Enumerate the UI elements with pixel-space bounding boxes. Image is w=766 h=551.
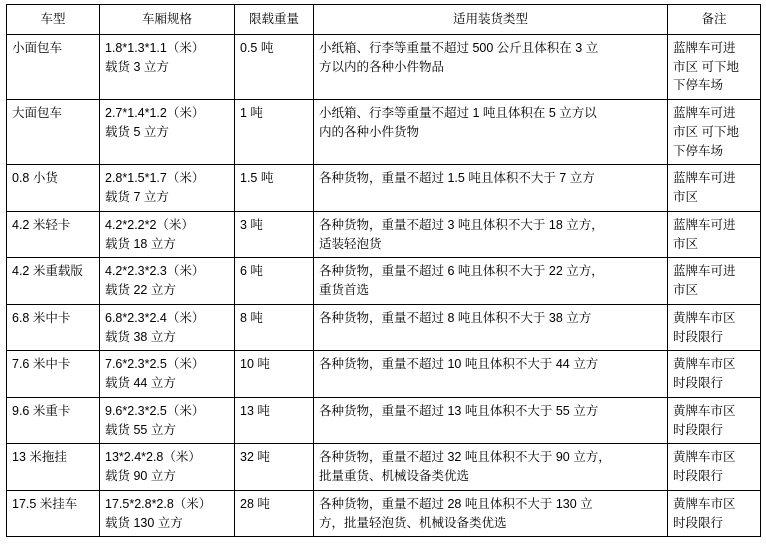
table-body xyxy=(7,34,761,537)
cell-vehicle-type: 17.5 米挂车 xyxy=(7,490,100,537)
cell-cargo-type xyxy=(314,100,668,165)
cell-compartment-spec-line: 载货 38 立方 xyxy=(105,329,176,344)
cell-compartment-spec-line: 载货 90 立方 xyxy=(105,469,176,483)
cell-load-limit: 6 吨 xyxy=(235,258,314,305)
cell-cargo-type-line: 各种货物，重量不超过 28 吨且体积不大于 130 立 xyxy=(319,496,593,511)
cell-remark xyxy=(668,444,761,491)
cell-remark-line: 黄牌车市区 xyxy=(673,357,736,372)
cell-load-limit: 10 吨 xyxy=(235,351,314,398)
cell-compartment-spec-line: 载货 22 立方 xyxy=(105,283,176,297)
cell-compartment-spec-line: 6.8*2.3*2.4（米） xyxy=(105,310,205,325)
cell-cargo-type xyxy=(314,211,668,258)
cell-compartment-spec-line: 17.5*2.8*2.8（米） xyxy=(105,496,212,511)
cell-compartment-spec-line: 7.6*2.3*2.5（米） xyxy=(105,357,205,372)
cell-load-limit: 1 吨 xyxy=(235,100,314,165)
cell-remark-line: 市区 可下地 xyxy=(673,124,739,139)
cell-remark-line: 蓝牌车可进 xyxy=(673,40,736,55)
cell-vehicle-type: 13 米拖挂 xyxy=(7,444,100,491)
cell-compartment-spec-line: 13*2.4*2.8（米） xyxy=(105,450,201,465)
cell-load-limit: 3 吨 xyxy=(235,211,314,258)
cell-cargo-type-line: 各种货物，重量不超过 6 吨且体积不大于 22 立方， xyxy=(319,264,604,279)
cell-cargo-type-line: 各种货物，重量不超过 10 吨且体积不大于 44 立方 xyxy=(319,357,599,372)
cell-load-limit: 1.5 吨 xyxy=(235,165,314,212)
table-header xyxy=(7,5,761,35)
cell-load-limit: 0.5 吨 xyxy=(235,34,314,99)
cell-cargo-type xyxy=(314,351,668,398)
cell-remark-line: 蓝牌车可进 xyxy=(673,106,736,120)
cell-compartment-spec xyxy=(100,211,235,258)
cell-compartment-spec-line: 1.8*1.3*1.1（米） xyxy=(105,40,205,55)
cell-compartment-spec-line: 载货 7 立方 xyxy=(105,190,169,204)
cell-vehicle-type: 4.2 米重载版 xyxy=(7,258,100,305)
cell-load-limit: 8 吨 xyxy=(235,304,314,351)
cell-compartment-spec-line: 4.2*2.3*2.3（米） xyxy=(105,264,205,279)
cell-remark xyxy=(668,304,761,351)
cell-compartment-spec xyxy=(100,304,235,351)
cell-compartment-spec-line: 载货 44 立方 xyxy=(105,376,176,390)
cell-remark-line: 下停车场 xyxy=(673,143,724,158)
cell-vehicle-type: 小面包车 xyxy=(7,34,100,99)
cell-compartment-spec xyxy=(100,351,235,398)
cell-vehicle-type: 大面包车 xyxy=(7,100,100,165)
cell-remark-line: 下停车场 xyxy=(673,78,724,93)
cell-compartment-spec xyxy=(100,258,235,305)
cell-vehicle-type: 6.8 米中卡 xyxy=(7,304,100,351)
cell-cargo-type-line: 各种货物，重量不超过 32 吨且体积不大于 90 立方， xyxy=(319,450,611,465)
cell-remark-line: 蓝牌车可进 xyxy=(673,217,736,232)
cell-compartment-spec-line: 4.2*2.2*2（米） xyxy=(105,217,194,232)
cell-cargo-type-line: 重货首选 xyxy=(319,283,370,297)
cell-remark xyxy=(668,100,761,165)
cell-remark-line: 市区 可下地 xyxy=(673,59,739,74)
cell-remark xyxy=(668,258,761,305)
cell-remark xyxy=(668,490,761,537)
cell-compartment-spec-line: 2.7*1.4*1.2（米） xyxy=(105,106,205,120)
cell-cargo-type xyxy=(314,490,668,537)
cell-remark-line: 时段限行 xyxy=(673,422,724,437)
cell-compartment-spec-line: 9.6*2.3*2.5（米） xyxy=(105,403,205,418)
cell-compartment-spec xyxy=(100,490,235,537)
cell-cargo-type xyxy=(314,304,668,351)
cell-cargo-type-line: 各种货物，重量不超过 3 吨且体积不大于 18 立方， xyxy=(319,217,604,232)
cell-remark-line: 时段限行 xyxy=(673,376,724,390)
table-row xyxy=(7,304,761,351)
cell-cargo-type xyxy=(314,34,668,99)
column-header-cargo-type: 适用装货类型 xyxy=(314,5,668,35)
cell-cargo-type-line: 各种货物，重量不超过 13 吨且体积不大于 55 立方 xyxy=(319,403,599,418)
cell-remark-line: 蓝牌车可进 xyxy=(673,171,736,186)
cell-remark xyxy=(668,397,761,444)
cell-cargo-type-line: 方，批量轻泡货、机械设备类优选 xyxy=(319,515,507,530)
cell-load-limit: 32 吨 xyxy=(235,444,314,491)
cell-load-limit: 28 吨 xyxy=(235,490,314,537)
cell-remark xyxy=(668,211,761,258)
cell-remark-line: 黄牌车市区 xyxy=(673,450,736,465)
cell-cargo-type xyxy=(314,444,668,491)
cell-cargo-type-line: 批量重货、机械设备类优选 xyxy=(319,469,470,483)
cell-vehicle-type: 9.6 米重卡 xyxy=(7,397,100,444)
table-row xyxy=(7,397,761,444)
cell-cargo-type xyxy=(314,397,668,444)
cell-compartment-spec xyxy=(100,165,235,212)
table-row xyxy=(7,165,761,212)
cell-remark-line: 黄牌车市区 xyxy=(673,403,736,418)
cell-remark-line: 蓝牌车可进 xyxy=(673,264,736,279)
cell-cargo-type-line: 内的各种小件货物 xyxy=(319,124,420,139)
cell-remark-line: 时段限行 xyxy=(673,329,724,344)
cell-remark-line: 市区 xyxy=(673,283,699,297)
cell-cargo-type-line: 小纸箱、行李等重量不超过 1 吨且体积在 5 立方以 xyxy=(319,106,597,120)
column-header-vehicle-type: 车型 xyxy=(7,5,100,35)
table-row xyxy=(7,444,761,491)
cell-vehicle-type: 7.6 米中卡 xyxy=(7,351,100,398)
cell-cargo-type-line: 方以内的各种小件物品 xyxy=(319,59,445,74)
cell-remark xyxy=(668,165,761,212)
table-row xyxy=(7,211,761,258)
cell-cargo-type xyxy=(314,165,668,212)
cell-remark-line: 市区 xyxy=(673,236,699,251)
column-header-compartment-spec: 车厢规格 xyxy=(100,5,235,35)
cell-compartment-spec-line: 载货 130 立方 xyxy=(105,515,183,530)
cell-load-limit: 13 吨 xyxy=(235,397,314,444)
cell-remark xyxy=(668,351,761,398)
cell-compartment-spec xyxy=(100,34,235,99)
cell-cargo-type-line: 各种货物，重量不超过 1.5 吨且体积不大于 7 立方 xyxy=(319,171,595,186)
table-row xyxy=(7,490,761,537)
cell-vehicle-type: 0.8 小货 xyxy=(7,165,100,212)
table-row xyxy=(7,34,761,99)
cell-cargo-type-line: 适装轻泡货 xyxy=(319,236,382,251)
cell-compartment-spec xyxy=(100,100,235,165)
table-header-row xyxy=(7,5,761,35)
cell-cargo-type-line: 各种货物，重量不超过 8 吨且体积不大于 38 立方 xyxy=(319,310,592,325)
vehicle-spec-table xyxy=(6,4,761,537)
cell-remark-line: 市区 xyxy=(673,190,699,204)
table-row xyxy=(7,258,761,305)
column-header-load-limit: 限载重量 xyxy=(235,5,314,35)
cell-compartment-spec-line: 载货 18 立方 xyxy=(105,236,176,251)
cell-compartment-spec xyxy=(100,444,235,491)
cell-cargo-type-line: 小纸箱、行李等重量不超过 500 公斤且体积在 3 立 xyxy=(319,40,599,55)
cell-remark-line: 时段限行 xyxy=(673,515,724,530)
cell-compartment-spec-line: 2.8*1.5*1.7（米） xyxy=(105,171,205,186)
cell-vehicle-type: 4.2 米轻卡 xyxy=(7,211,100,258)
table-row xyxy=(7,351,761,398)
cell-compartment-spec xyxy=(100,397,235,444)
cell-compartment-spec-line: 载货 5 立方 xyxy=(105,124,169,139)
cell-compartment-spec-line: 载货 3 立方 xyxy=(105,59,169,74)
cell-remark-line: 黄牌车市区 xyxy=(673,310,736,325)
cell-remark xyxy=(668,34,761,99)
cell-remark-line: 黄牌车市区 xyxy=(673,496,736,511)
cell-cargo-type xyxy=(314,258,668,305)
column-header-remark: 备注 xyxy=(668,5,761,35)
table-row xyxy=(7,100,761,165)
cell-compartment-spec-line: 载货 55 立方 xyxy=(105,422,176,437)
cell-remark-line: 时段限行 xyxy=(673,469,724,483)
